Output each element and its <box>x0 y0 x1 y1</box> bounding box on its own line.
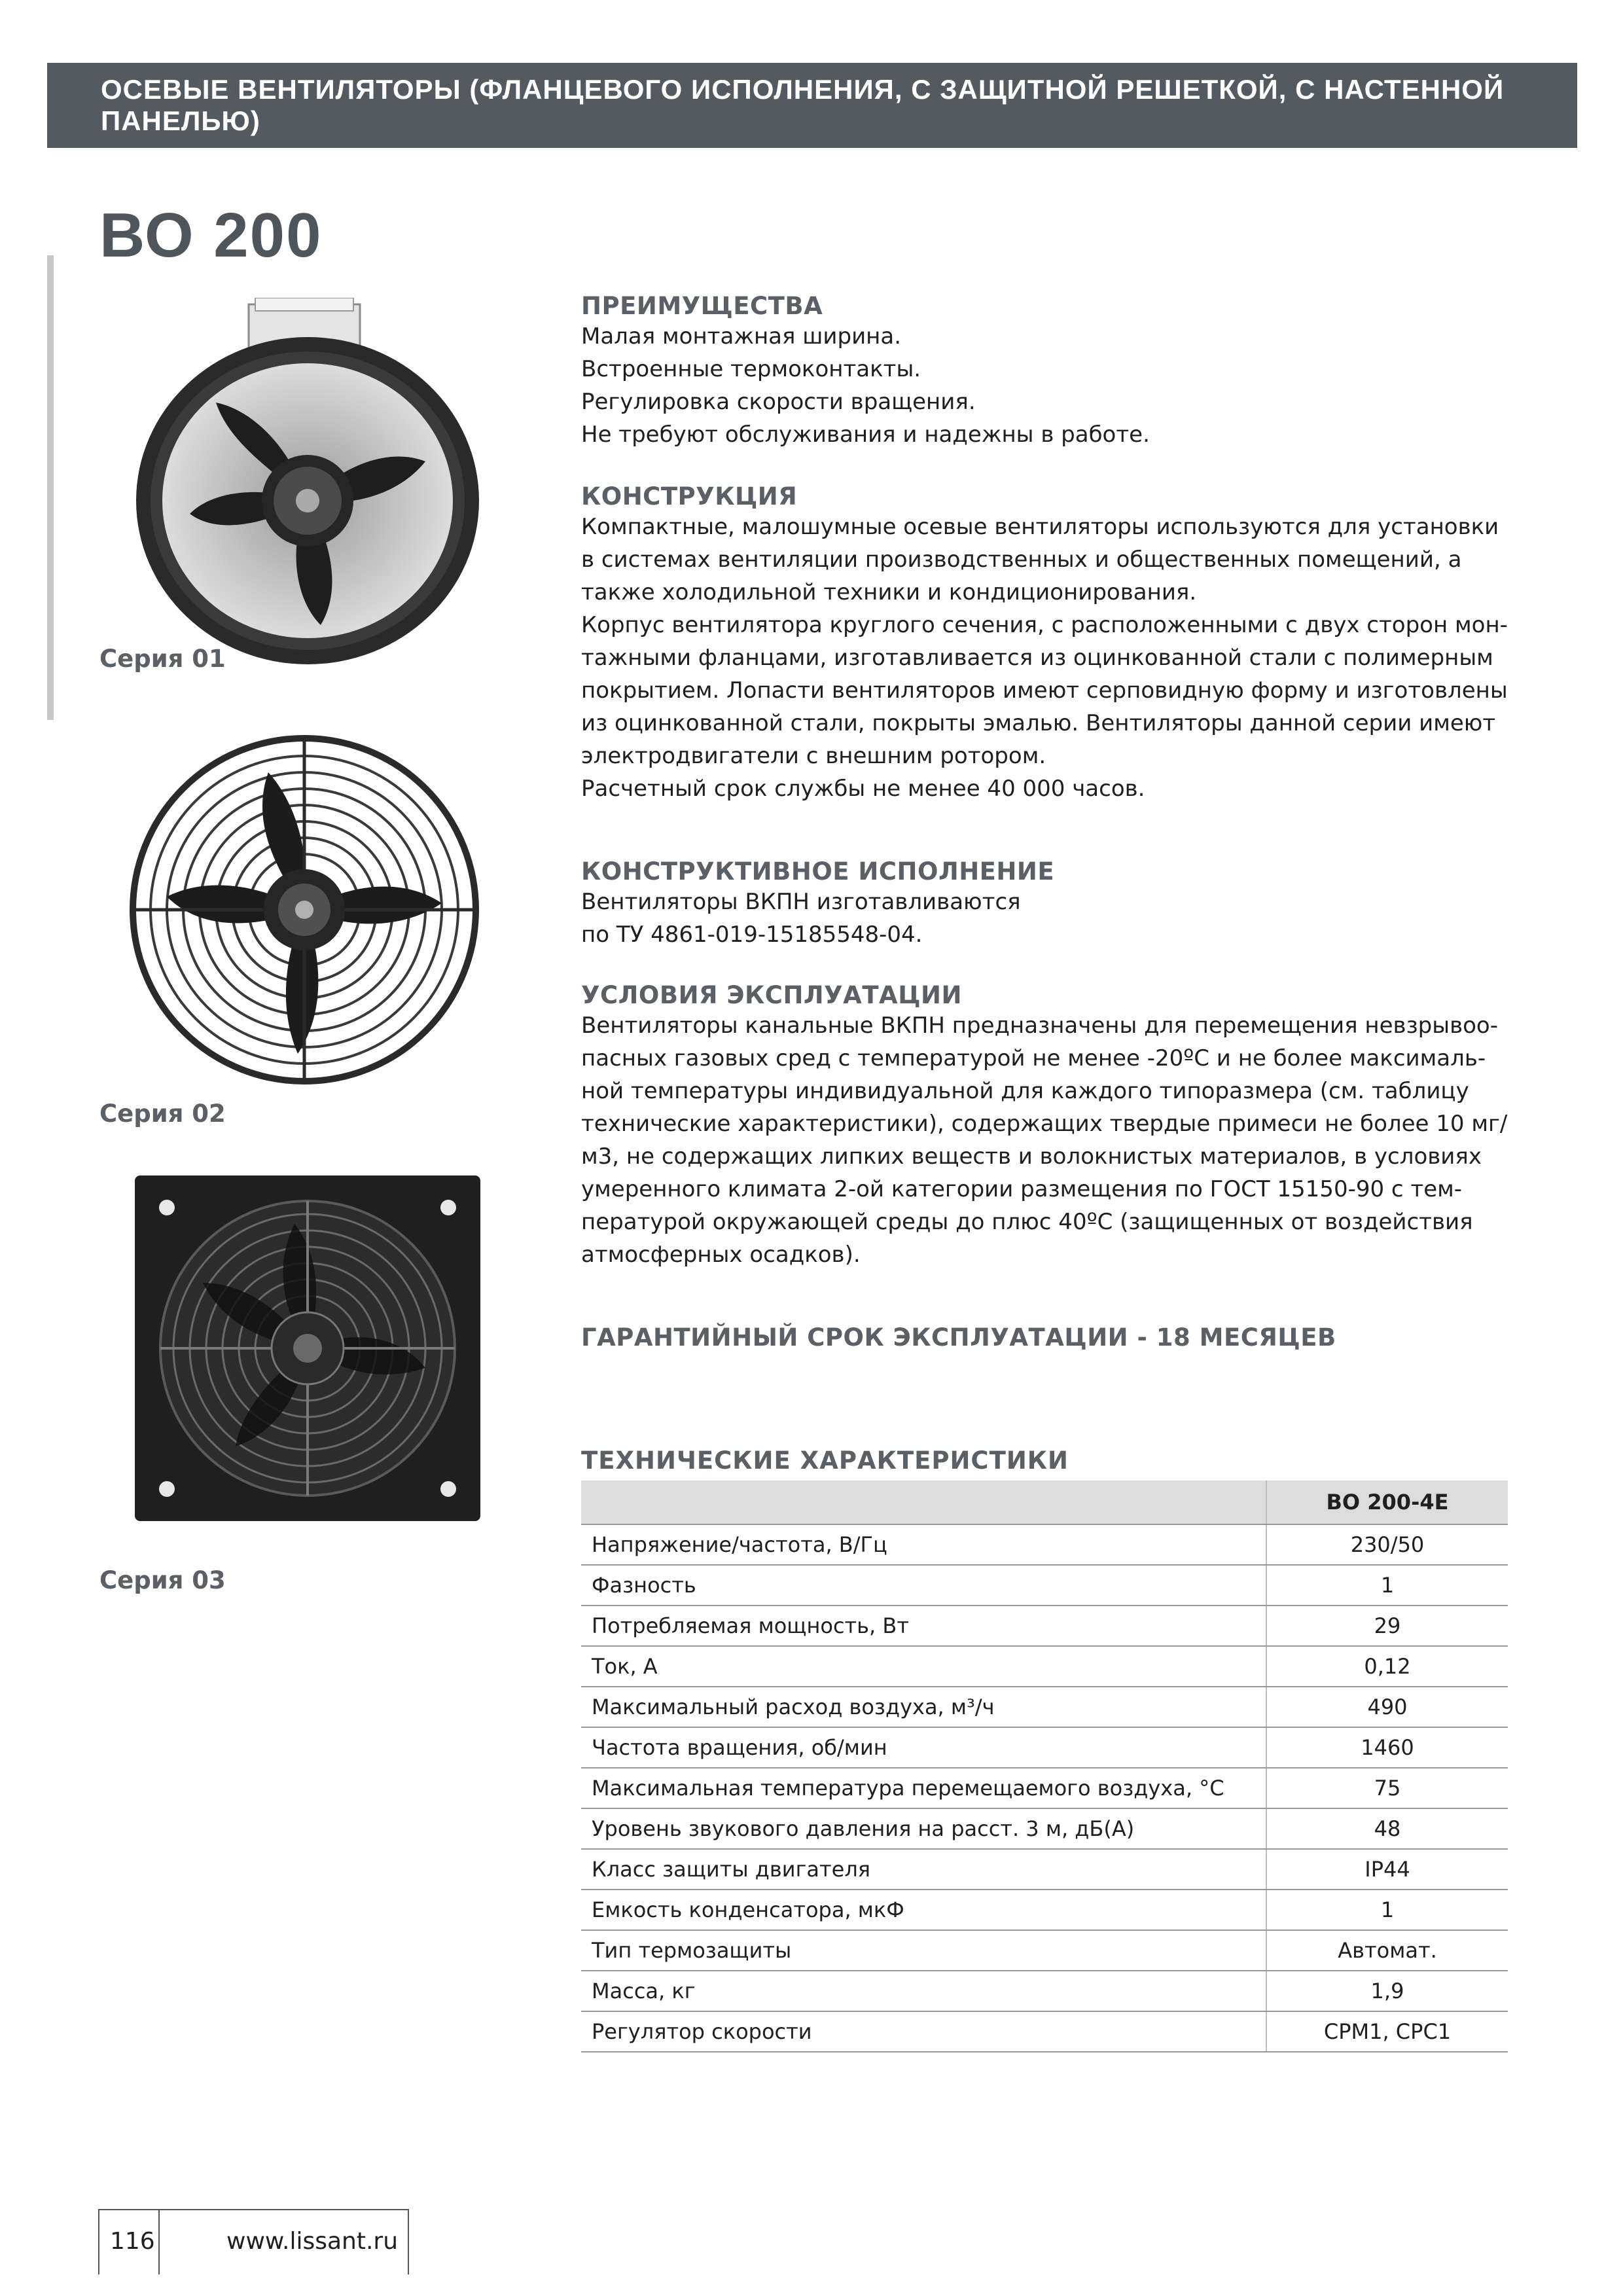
row-label: Уровень звукового давления на расст. 3 м, дБ(А) <box>581 1808 1266 1849</box>
side-accent-line <box>47 255 54 720</box>
specs-title: ТЕХНИЧЕСКИЕ ХАРАКТЕРИСТИКИ <box>581 1446 1069 1475</box>
table-row <box>581 1727 1508 1768</box>
table-row <box>581 2011 1508 2052</box>
fan-series-01-image <box>118 298 484 664</box>
row-value: 490 <box>1266 1687 1508 1727</box>
construction-line: в системах вентиляции производственных и общественных помещений, а <box>581 547 1462 573</box>
table-row <box>581 1930 1508 1971</box>
row-value: 0,12 <box>1266 1646 1508 1687</box>
row-label: Потребляемая мощность, Вт <box>581 1605 1266 1646</box>
warranty-title: ГАРАНТИЙНЫЙ СРОК ЭКСПЛУАТАЦИИ - 18 МЕСЯЦЕВ <box>581 1323 1336 1352</box>
row-label: Напряжение/частота, В/Гц <box>581 1524 1266 1565</box>
construction-title: КОНСТРУКЦИЯ <box>581 482 798 511</box>
construction-line: Расчетный срок службы не менее 40 000 часов. <box>581 776 1145 802</box>
advantages-line: Регулировка скорости вращения. <box>581 389 976 415</box>
conditions-line: Вентиляторы канальные ВКПН предназначены для перемещения невзрывоо- <box>581 1013 1498 1039</box>
advantages-title: ПРЕИМУЩЕСТВА <box>581 292 823 320</box>
row-value: 1,9 <box>1266 1971 1508 2011</box>
conditions-line: пературой окружающей среды до плюс 40ºС (защищенных от воздействия <box>581 1209 1473 1235</box>
series-02-label: Серия 02 <box>99 1100 226 1128</box>
row-label: Класс защиты двигателя <box>581 1849 1266 1890</box>
conditions-line: атмосферных осадков). <box>581 1242 861 1268</box>
row-value: 48 <box>1266 1808 1508 1849</box>
advantages-line: Малая монтажная ширина. <box>581 323 902 350</box>
table-row <box>581 1605 1508 1646</box>
main-content <box>581 292 1510 1352</box>
fan-series-02-image <box>128 733 481 1086</box>
table-row <box>581 1768 1508 1808</box>
row-label: Частота вращения, об/мин <box>581 1727 1266 1768</box>
row-label: Максимальная температура перемещаемого воздуха, °С <box>581 1768 1266 1808</box>
fan-series-03-image <box>131 1172 484 1525</box>
conditions-line: технические характеристики), содержащих твердые примеси не более 10 мг/ <box>581 1111 1508 1137</box>
series-01-label: Серия 01 <box>99 645 226 673</box>
row-value: Автомат. <box>1266 1930 1508 1971</box>
construction-line: тажными фланцами, изготавливается из оцинкованной стали с полимерным <box>581 645 1493 671</box>
row-label: Регулятор скорости <box>581 2011 1266 2052</box>
design-line: по ТУ 4861-019-15185548-04. <box>581 922 923 948</box>
row-label: Емкость конденсатора, мкФ <box>581 1890 1266 1930</box>
row-value: 29 <box>1266 1605 1508 1646</box>
construction-line: электродвигатели с внешним ротором. <box>581 743 1046 769</box>
table-header-empty <box>581 1480 1266 1524</box>
advantages-line: Не требуют обслуживания и надежны в работе. <box>581 422 1150 448</box>
table-row <box>581 1849 1508 1890</box>
design-line: Вентиляторы ВКПН изготавливаются <box>581 889 1021 915</box>
header-title: ОСЕВЫЕ ВЕНТИЛЯТОРЫ (ФЛАНЦЕВОГО ИСПОЛНЕНИЯ, С ЗАЩИТНОЙ РЕШЕТКОЙ, С НАСТЕННОЙ ПАНЕЛЬЮ) <box>101 74 1505 136</box>
table-header-row <box>581 1480 1508 1524</box>
row-value: 1 <box>1266 1565 1508 1605</box>
page-number: 116 <box>110 2228 155 2255</box>
table-row <box>581 1971 1508 2011</box>
table-row <box>581 1565 1508 1605</box>
footer-url-link[interactable]: www.lissant.ru <box>226 2228 399 2255</box>
table-row <box>581 1646 1508 1687</box>
conditions-title: УСЛОВИЯ ЭКСПЛУАТАЦИИ <box>581 981 962 1009</box>
construction-line: Корпус вентилятора круглого сечения, с расположенными с двух сторон мон- <box>581 612 1508 638</box>
design-title: КОНСТРУКТИВНОЕ ИСПОЛНЕНИЕ <box>581 857 1055 886</box>
model-title: ВО 200 <box>99 200 323 270</box>
table-row <box>581 1808 1508 1849</box>
table-row <box>581 1890 1508 1930</box>
row-label: Ток, А <box>581 1646 1266 1687</box>
construction-line: также холодильной техники и кондиционирования. <box>581 579 1197 605</box>
specs-table <box>581 1480 1508 2053</box>
conditions-line: ной температуры индивидуальной для каждого типоразмера (см. таблицу <box>581 1078 1469 1104</box>
row-value: 1460 <box>1266 1727 1508 1768</box>
series-03-label: Серия 03 <box>99 1566 226 1594</box>
row-value: 230/50 <box>1266 1524 1508 1565</box>
row-value: СРМ1, СРС1 <box>1266 2011 1508 2052</box>
row-label: Максимальный расход воздуха, м³/ч <box>581 1687 1266 1727</box>
construction-line: из оцинкованной стали, покрыты эмалью. Вентиляторы данной серии имеют <box>581 710 1496 736</box>
advantages-line: Встроенные термоконтакты. <box>581 356 921 382</box>
table-column-header: ВО 200-4Е <box>1266 1480 1508 1524</box>
construction-line: покрытием. Лопасти вентиляторов имеют серповидную форму и изготовлены <box>581 677 1508 704</box>
construction-line: Компактные, малошумные осевые вентиляторы используются для установки <box>581 514 1499 540</box>
row-label: Фазность <box>581 1565 1266 1605</box>
row-value: IP44 <box>1266 1849 1508 1890</box>
page-header <box>47 63 1577 148</box>
conditions-line: пасных газовых сред с температурой не менее -20ºС и не более максималь- <box>581 1045 1486 1071</box>
footer-divider <box>158 2210 160 2274</box>
row-value: 75 <box>1266 1768 1508 1808</box>
table-row <box>581 1524 1508 1565</box>
conditions-line: м3, не содержащих липких веществ и волокнистых материалов, в условиях <box>581 1143 1482 1170</box>
row-value: 1 <box>1266 1890 1508 1930</box>
conditions-line: умеренного климата 2-ой категории размещения по ГОСТ 15150-90 с тем- <box>581 1176 1463 1202</box>
row-label: Тип термозащиты <box>581 1930 1266 1971</box>
row-label: Масса, кг <box>581 1971 1266 2011</box>
table-row <box>581 1687 1508 1727</box>
